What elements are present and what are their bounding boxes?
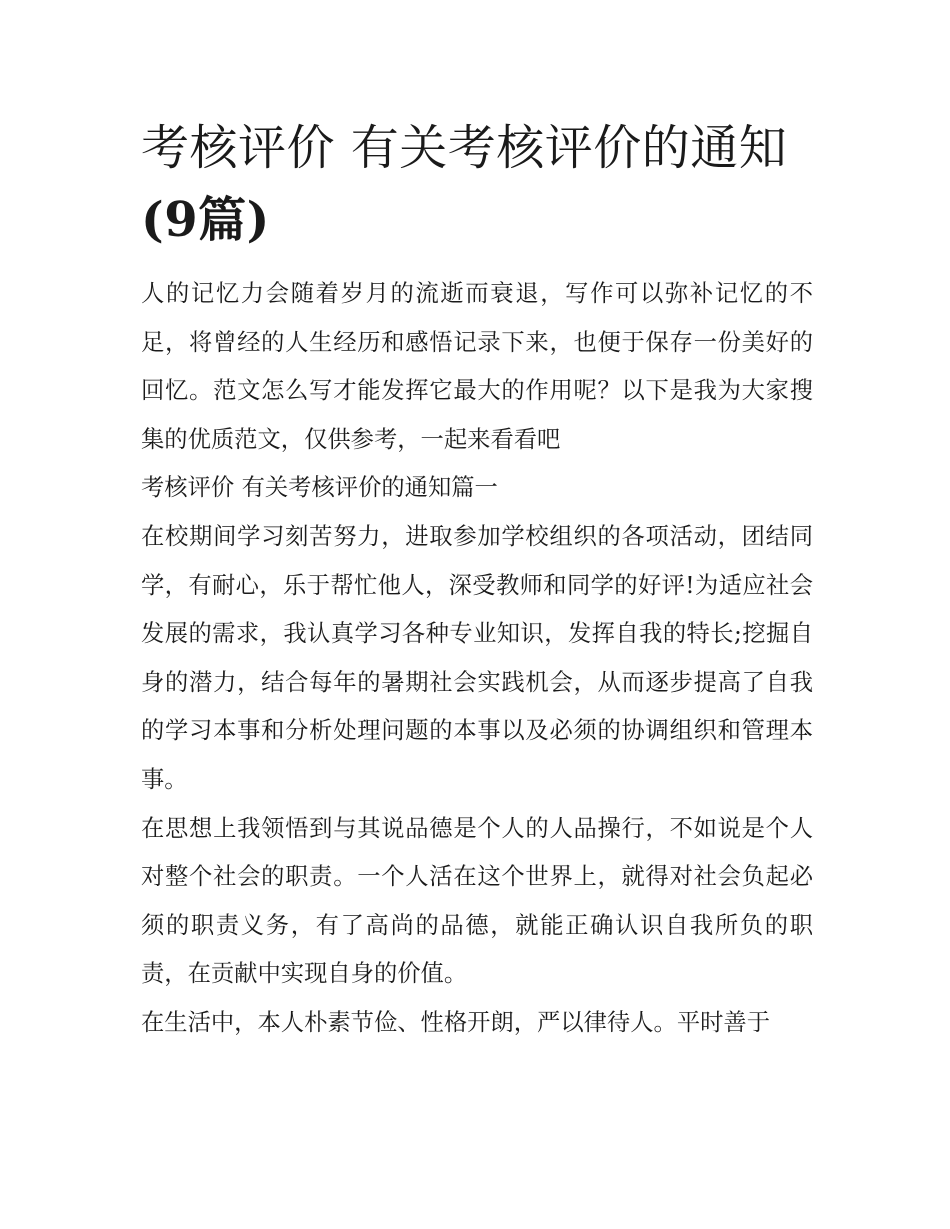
body-paragraph-3: 在生活中，本人朴素节俭、性格开朗，严以律待人。平时善于: [141, 1008, 771, 1036]
section-heading: 考核评价 有关考核评价的通知篇一: [141, 474, 498, 502]
title-count: (9篇): [141, 192, 270, 248]
document-body: [141, 112, 813, 1048]
intro-paragraph: 人的记忆力会随着岁月的流逝而衰退，写作可以弥补记忆的不足，将曾经的人生经历和感悟记录下来，也便于保存一份美好的回忆。范文怎么写才能发挥它最大的作用呢？以下是我为大家搜集的优质范文，仅供参考，一起来看看吧: [141, 280, 813, 453]
document-title: [141, 112, 813, 256]
body-paragraph-2: 在思想上我领悟到与其说品德是个人的人品操行，不如说是个人对整个社会的职责。一个人活在这个世界上，就得对社会负起必须的职责义务，有了高尚的品德，就能正确认识自我所负的职责，在贡献中实现自身的价值。: [141, 814, 813, 988]
body-paragraph-1: 在校期间学习刻苦努力，进取参加学校组织的各项活动，团结同学，有耐心，乐于帮忙他人，深受教师和同学的好评!为适应社会发展的需求，我认真学习各种专业知识，发挥自我的特长;挖掘自身的潜力，结合每年的暑期社会实践机会，从而逐步提高了自我的学习本事和分析处理问题的本事以及必须的协调组织和管理本事。: [141, 522, 813, 793]
title-main: 考核评价 有关考核评价的通知: [141, 120, 788, 176]
